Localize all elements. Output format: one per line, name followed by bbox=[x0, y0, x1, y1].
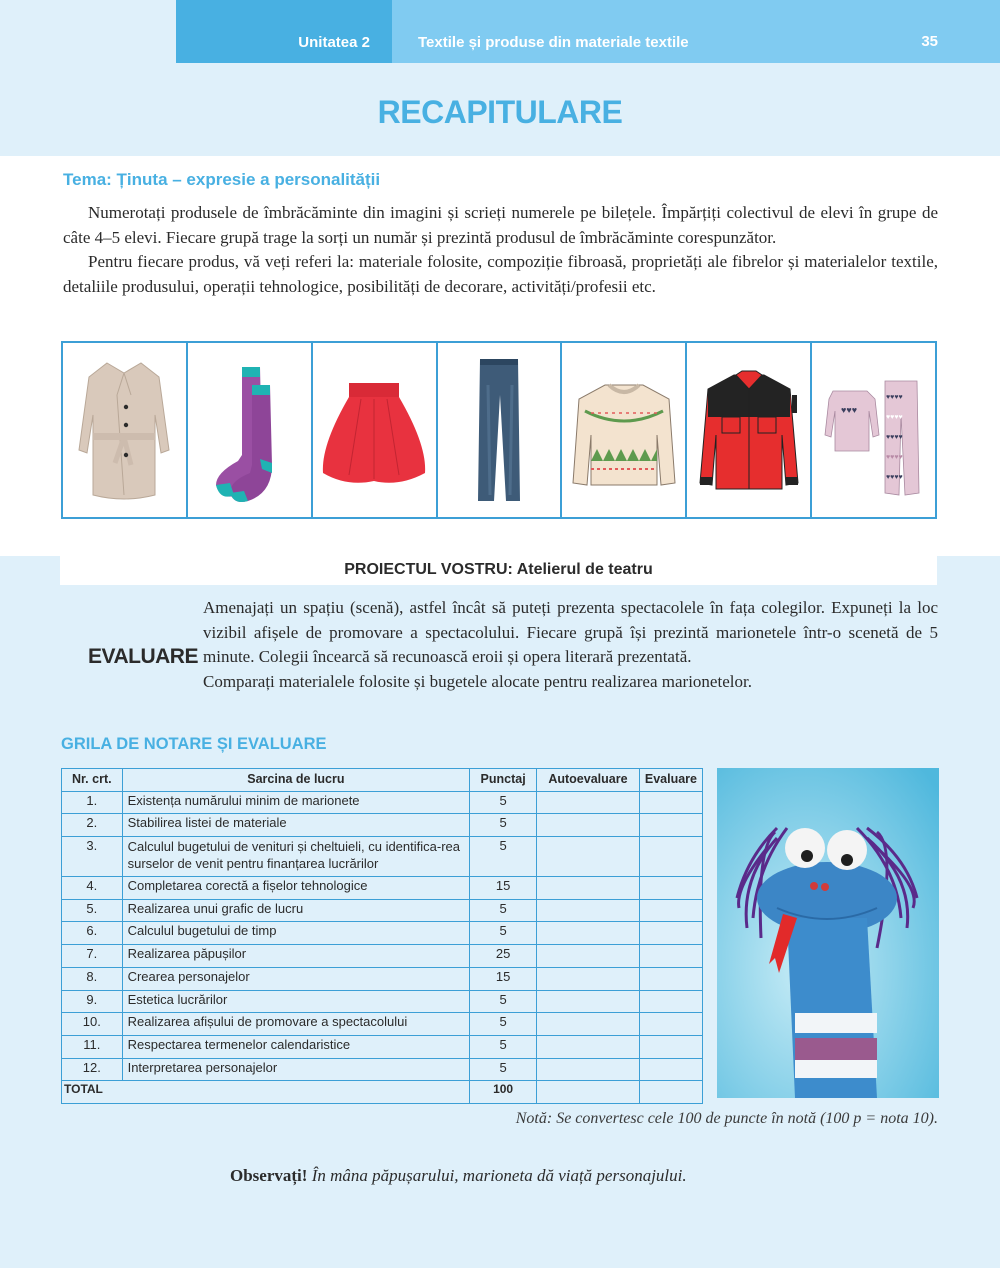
jeans-image bbox=[444, 355, 554, 505]
table-row bbox=[62, 837, 703, 877]
row-number: 8. bbox=[62, 967, 123, 990]
clothing-item-pajamas bbox=[812, 343, 935, 517]
row-task: Existența numărului minim de marionete bbox=[122, 791, 470, 814]
table-row bbox=[62, 899, 703, 922]
total-points: 100 bbox=[470, 1081, 537, 1104]
row-points: 5 bbox=[470, 922, 537, 945]
row-eval-cell[interactable] bbox=[639, 791, 702, 814]
clothing-item-skirt bbox=[313, 343, 438, 517]
row-points: 5 bbox=[470, 791, 537, 814]
row-task: Realizarea unui grafic de lucru bbox=[122, 899, 470, 922]
row-task: Completarea corectă a fișelor tehnologice bbox=[122, 877, 470, 900]
sweater-image bbox=[569, 355, 679, 505]
table-row bbox=[62, 1013, 703, 1036]
project-title: PROIECTUL VOSTRU: Atelierul de teatru bbox=[60, 556, 937, 585]
row-self-eval-cell[interactable] bbox=[537, 967, 640, 990]
svg-text:♥♥♥♥: ♥♥♥♥ bbox=[885, 473, 903, 481]
grading-note: Notă: Se convertesc cele 100 de puncte în notă (100 p = nota 10). bbox=[515, 1110, 938, 1127]
row-points: 5 bbox=[470, 990, 537, 1013]
row-eval-cell[interactable] bbox=[639, 990, 702, 1013]
row-points: 5 bbox=[470, 899, 537, 922]
row-points: 15 bbox=[470, 877, 537, 900]
row-number: 7. bbox=[62, 945, 123, 968]
column-header-eval: Evaluare bbox=[639, 769, 702, 792]
row-eval-cell[interactable] bbox=[639, 877, 702, 900]
row-self-eval-cell[interactable] bbox=[537, 877, 640, 900]
total-self-eval-cell[interactable] bbox=[537, 1081, 640, 1104]
row-eval-cell[interactable] bbox=[639, 1035, 702, 1058]
grading-title: GRILA DE NOTARE ȘI EVALUARE bbox=[61, 735, 327, 753]
observe-label: Observați! bbox=[230, 1166, 308, 1185]
row-eval-cell[interactable] bbox=[639, 922, 702, 945]
total-eval-cell[interactable] bbox=[639, 1081, 702, 1104]
row-eval-cell[interactable] bbox=[639, 1058, 702, 1081]
svg-text:♥♥♥♥: ♥♥♥♥ bbox=[885, 433, 903, 441]
table-row bbox=[62, 791, 703, 814]
row-self-eval-cell[interactable] bbox=[537, 899, 640, 922]
page-title: RECAPITULARE bbox=[377, 94, 623, 130]
row-self-eval-cell[interactable] bbox=[537, 945, 640, 968]
table-row bbox=[62, 877, 703, 900]
table-row bbox=[62, 1035, 703, 1058]
row-self-eval-cell[interactable] bbox=[537, 1013, 640, 1036]
svg-text:♥♥♥♥: ♥♥♥♥ bbox=[885, 413, 903, 421]
row-task: Estetica lucrărilor bbox=[122, 990, 470, 1013]
column-header-points: Punctaj bbox=[470, 769, 537, 792]
row-number: 4. bbox=[62, 877, 123, 900]
row-task: Realizarea afișului de promovare a spectacolului bbox=[122, 1013, 470, 1036]
grading-table bbox=[61, 768, 703, 1104]
row-points: 5 bbox=[470, 814, 537, 837]
observe-callout bbox=[230, 1166, 687, 1186]
observe-text: În mâna păpușarului, marioneta dă viață personajului. bbox=[311, 1166, 687, 1185]
column-header-task: Sarcina de lucru bbox=[122, 769, 470, 792]
clothing-gallery bbox=[61, 341, 937, 519]
intro-paragraph: Numerotați produsele de îmbrăcăminte din imagini și scrieți numerele pe bilețele. Împărțiți colectivul de elevi în grupe de câte 4–5 elevi. Fiecare grupă trage la sorți un număr și prezintă produsul de îmbrăcăminte corespunzător. bbox=[63, 203, 938, 247]
theme-title: Tema: Ținuta – expresie a personalității bbox=[63, 170, 381, 189]
row-task: Calculul bugetului de venituri și cheltuieli, cu identifica-rea surselor de venit pentru finanțarea lucrărilor bbox=[122, 837, 470, 877]
clothing-item-coat bbox=[63, 343, 188, 517]
row-number: 11. bbox=[62, 1035, 123, 1058]
row-eval-cell[interactable] bbox=[639, 814, 702, 837]
row-task: Calculul bugetului de timp bbox=[122, 922, 470, 945]
row-self-eval-cell[interactable] bbox=[537, 1035, 640, 1058]
svg-text:♥♥♥: ♥♥♥ bbox=[840, 405, 857, 415]
row-number: 10. bbox=[62, 1013, 123, 1036]
socks-image bbox=[194, 355, 304, 505]
intro-paragraph: Pentru fiecare produs, vă veți referi la: materiale folosite, compoziție fibroasă, proprietăți ale fibrelor și materialelor textile, detaliile produsului, operații tehnologice, posibilități de decorare, activități/profesii etc. bbox=[63, 252, 938, 296]
row-points: 5 bbox=[470, 837, 537, 877]
table-row bbox=[62, 990, 703, 1013]
column-header-nr: Nr. crt. bbox=[62, 769, 123, 792]
row-points: 5 bbox=[470, 1013, 537, 1036]
column-header-self-eval: Autoevaluare bbox=[537, 769, 640, 792]
total-label: TOTAL bbox=[62, 1081, 470, 1104]
row-number: 5. bbox=[62, 899, 123, 922]
table-row bbox=[62, 945, 703, 968]
table-row bbox=[62, 814, 703, 837]
row-number: 6. bbox=[62, 922, 123, 945]
row-points: 5 bbox=[470, 1035, 537, 1058]
row-number: 3. bbox=[62, 837, 123, 877]
row-self-eval-cell[interactable] bbox=[537, 791, 640, 814]
row-task: Crearea personajelor bbox=[122, 967, 470, 990]
row-self-eval-cell[interactable] bbox=[537, 922, 640, 945]
evaluation-paragraph: Amenajați un spațiu (scenă), astfel încât să puteți prezenta spectacolele în fața colegilor. Expuneți la loc vizibil afișele de promovare a spectacolului. Fiecare grupă își prezintă marionetele într-o scenetă de 5 minute. Colegii încearcă să recunoască eroii și opera literară prezentată. bbox=[203, 598, 938, 666]
row-eval-cell[interactable] bbox=[639, 837, 702, 877]
table-header-row bbox=[62, 769, 703, 792]
trench-coat-image bbox=[69, 355, 179, 505]
row-task: Realizarea păpușilor bbox=[122, 945, 470, 968]
row-points: 15 bbox=[470, 967, 537, 990]
row-points: 25 bbox=[470, 945, 537, 968]
row-self-eval-cell[interactable] bbox=[537, 1058, 640, 1081]
unit-label: Unitatea 2 bbox=[176, 0, 392, 63]
evaluation-text bbox=[203, 596, 938, 694]
clothing-item-jacket bbox=[687, 343, 812, 517]
row-task: Interpretarea personajelor bbox=[122, 1058, 470, 1081]
row-eval-cell[interactable] bbox=[639, 945, 702, 968]
row-number: 2. bbox=[62, 814, 123, 837]
table-row bbox=[62, 922, 703, 945]
jacket-image bbox=[694, 355, 804, 505]
evaluation-paragraph: Comparați materialele folosite și bugetele alocate pentru realizarea marionetelor. bbox=[203, 671, 752, 691]
row-number: 12. bbox=[62, 1058, 123, 1081]
row-self-eval-cell[interactable] bbox=[537, 814, 640, 837]
svg-text:♥♥♥♥: ♥♥♥♥ bbox=[885, 453, 903, 461]
row-points: 5 bbox=[470, 1058, 537, 1081]
row-eval-cell[interactable] bbox=[639, 967, 702, 990]
table-row bbox=[62, 1058, 703, 1081]
clothing-item-jeans bbox=[438, 343, 563, 517]
pajamas-image bbox=[819, 355, 929, 505]
theme-intro bbox=[63, 201, 938, 299]
row-number: 1. bbox=[62, 791, 123, 814]
clothing-item-socks bbox=[188, 343, 313, 517]
table-row bbox=[62, 967, 703, 990]
row-self-eval-cell[interactable] bbox=[537, 837, 640, 877]
row-eval-cell[interactable] bbox=[639, 899, 702, 922]
row-eval-cell[interactable] bbox=[639, 1013, 702, 1036]
page-number: 35 bbox=[921, 33, 938, 50]
row-task: Respectarea termenelor calendaristice bbox=[122, 1035, 470, 1058]
svg-text:♥♥♥♥: ♥♥♥♥ bbox=[885, 393, 903, 401]
clothing-item-sweater bbox=[562, 343, 687, 517]
row-self-eval-cell[interactable] bbox=[537, 990, 640, 1013]
skirt-image bbox=[319, 355, 429, 505]
evaluation-label: EVALUARE bbox=[88, 645, 198, 668]
row-task: Stabilirea listei de materiale bbox=[122, 814, 470, 837]
sock-puppet-photo bbox=[717, 768, 939, 1098]
row-number: 9. bbox=[62, 990, 123, 1013]
total-row bbox=[62, 1081, 703, 1104]
chapter-title: Textile și produse din materiale textile bbox=[392, 0, 1000, 63]
